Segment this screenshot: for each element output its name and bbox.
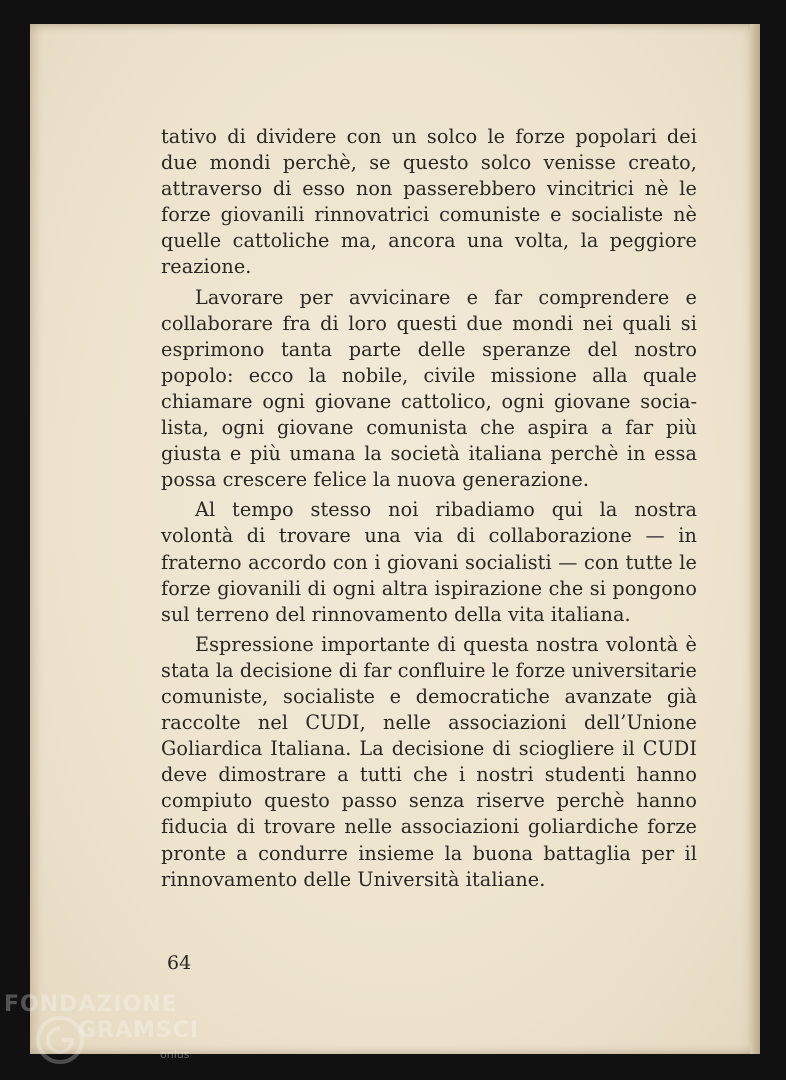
page-number: 64: [167, 952, 192, 974]
watermark-line-2: GRAMSCI: [78, 1018, 200, 1043]
paragraph-1: tativo di dividere con un solco le forze popolari dei due mondi perchè, se questo solco venisse creato, attraverso di esso non passerebbero vincitrici nè le forze giovanili rinnovatrici comuniste e socialiste nè quelle cattoliche ma, ancora una volta, la peggiore reazione.: [161, 125, 697, 279]
watermark-line-1: FONDAZIONE: [4, 992, 178, 1017]
paragraph-2: Lavorare per avvicinare e far comprendere e collaborare fra di loro questi due mondi nei quali si esprimono tanta parte delle speranze del nostro popolo: ecco la nobile, civile missione alla quale chiamare ogni giovane cattolico, ogni giovane socialista, ogni giovane comunista che aspira a far più giusta e più umana la società italiana perchè in essa possa crescere felice la nuova generazione.: [161, 285, 697, 492]
book-page: [30, 24, 760, 1054]
page-edge: [750, 24, 760, 1054]
paragraph-4: Espressione importante di questa nostra volontà è stata la decisione di far confluire le forze universitarie comuniste, socialiste e democratiche avanzate già raccolte nel CUDI, nelle associazioni dell’Unione Goliardica Italiana. La decisione di sciogliere il CUDI deve dimostrare a tutti che i nostri studenti hanno compiuto questo passo senza riserve perchè hanno fiducia di trovare nelle associazioni goliardiche forze pronte a condurre insieme la buona battaglia per il rinnovamento delle Università italiane.: [161, 632, 697, 891]
watermark-onlus: onlus: [160, 1048, 190, 1061]
watermark: [4, 992, 204, 1072]
body-text: [161, 124, 697, 893]
paragraph-3: Al tempo stesso noi ribadiamo qui la nostra volontà di trovare una via di collaborazione — in fraterno accordo con i giovani socialisti — con tutte le forze giovanili di ogni altra ispirazione che si pongono sul terreno del rinnovamento della vita italiana.: [161, 498, 697, 626]
